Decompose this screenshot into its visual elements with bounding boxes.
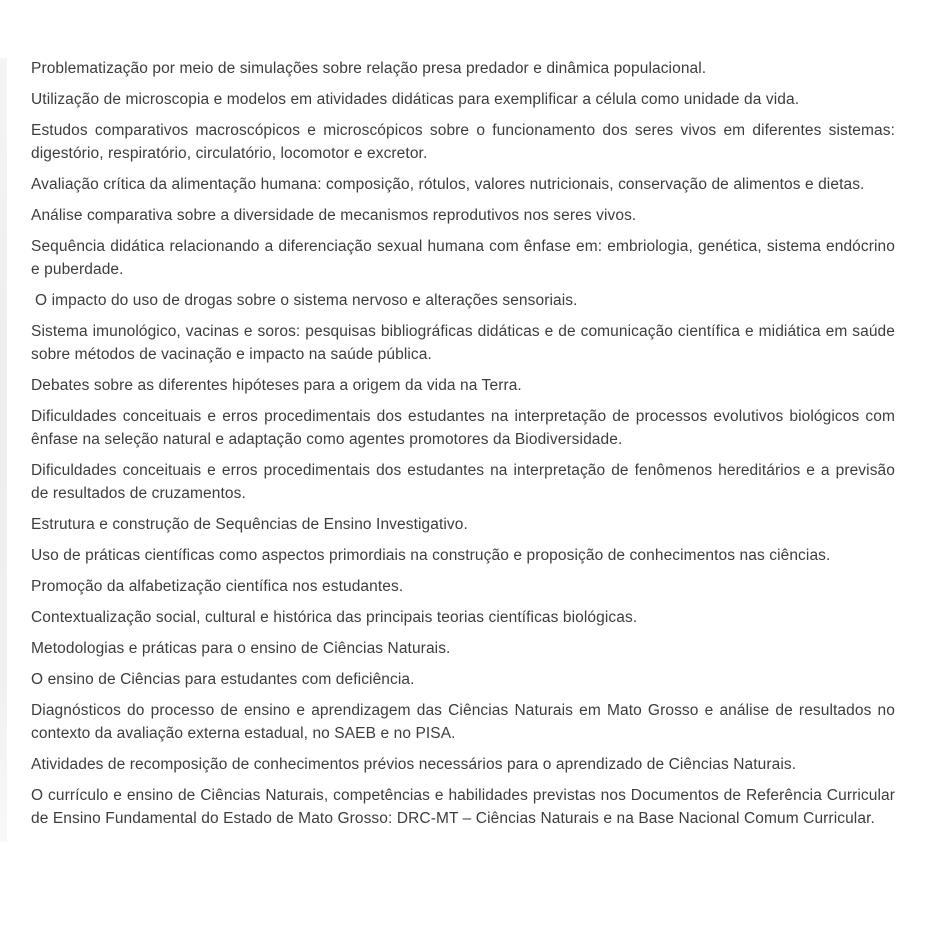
left-edge-artifact [0,58,7,842]
paragraph-debates-origem-vida: Debates sobre as diferentes hipóteses para a origem da vida na Terra. [31,377,522,394]
paragraph-avaliacao-alimentacao: Avaliação crítica da alimentação humana: composição, rótulos, valores nutricionais, conservação de alimentos e dietas. [31,176,865,193]
paragraph-curriculo-drc-mt-bncc: O currículo e ensino de Ciências Naturais, competências e habilidades previstas nos Documentos de Referência Curricular de Ensino Fundamental do Estado de Mato Grosso: DRC-MT – Ciências Naturais e na Base Nacional Comum Curricular. [31,787,895,827]
paragraph-dificuldades-hereditarios: Dificuldades conceituais e erros procedimentais dos estudantes na interpretação de fenômenos hereditários e a previsão de resultados de cruzamentos. [31,462,895,502]
paragraph-impacto-drogas: O impacto do uso de drogas sobre o sistema nervoso e alterações sensoriais. [35,292,578,309]
paragraph-problematizacao-simulacoes: Problematização por meio de simulações sobre relação presa predador e dinâmica populacional. [31,60,707,77]
paragraph-sequencia-didatica-sexual: Sequência didática relacionando a diferenciação sexual humana com ênfase em: embriologia, genética, sistema endócrino e puberdade. [31,238,895,278]
paragraph-ensino-deficiencia: O ensino de Ciências para estudantes com deficiência. [31,671,415,688]
paragraph-sequencias-ensino-investigativo: Estrutura e construção de Sequências de Ensino Investigativo. [31,516,468,533]
paragraph-microscopia-modelos: Utilização de microscopia e modelos em atividades didáticas para exemplificar a célula como unidade da vida. [31,91,800,108]
paragraph-metodologias-ciencias-naturais: Metodologias e práticas para o ensino de Ciências Naturais. [31,640,451,657]
paragraph-recomposicao-conhecimentos: Atividades de recomposição de conhecimentos prévios necessários para o aprendizado de Ciências Naturais. [31,756,797,773]
paragraph-sistema-imunologico-vacinas: Sistema imunológico, vacinas e soros: pesquisas bibliográficas didáticas e de comunicação científica e midiática em saúde sobre métodos de vacinação e impacto na saúde pública. [31,323,895,363]
paragraph-praticas-cientificas: Uso de práticas científicas como aspectos primordiais na construção e proposição de conhecimentos nas ciências. [31,547,831,564]
paragraph-alfabetizacao-cientifica: Promoção da alfabetização científica nos estudantes. [31,578,404,595]
paragraph-diagnosticos-saeb-pisa: Diagnósticos do processo de ensino e aprendizagem das Ciências Naturais em Mato Grosso e análise de resultados no contexto da avaliação externa estadual, no SAEB e no PISA. [31,702,895,742]
paragraph-analise-mecanismos-reprodutivos: Análise comparativa sobre a diversidade de mecanismos reprodutivos nos seres vivos. [31,207,637,224]
paragraph-dificuldades-evolutivos: Dificuldades conceituais e erros procedimentais dos estudantes na interpretação de processos evolutivos biológicos com ênfase na seleção natural e adaptação como agentes promotores da Biodiversidade. [31,408,895,448]
paragraph-contextualizacao-teorias: Contextualização social, cultural e histórica das principais teorias científicas biológicas. [31,609,638,626]
paragraph-estudos-comparativos-sistemas: Estudos comparativos macroscópicos e microscópicos sobre o funcionamento dos seres vivos em diferentes sistemas: digestório, respiratório, circulatório, locomotor e excretor. [31,122,895,162]
